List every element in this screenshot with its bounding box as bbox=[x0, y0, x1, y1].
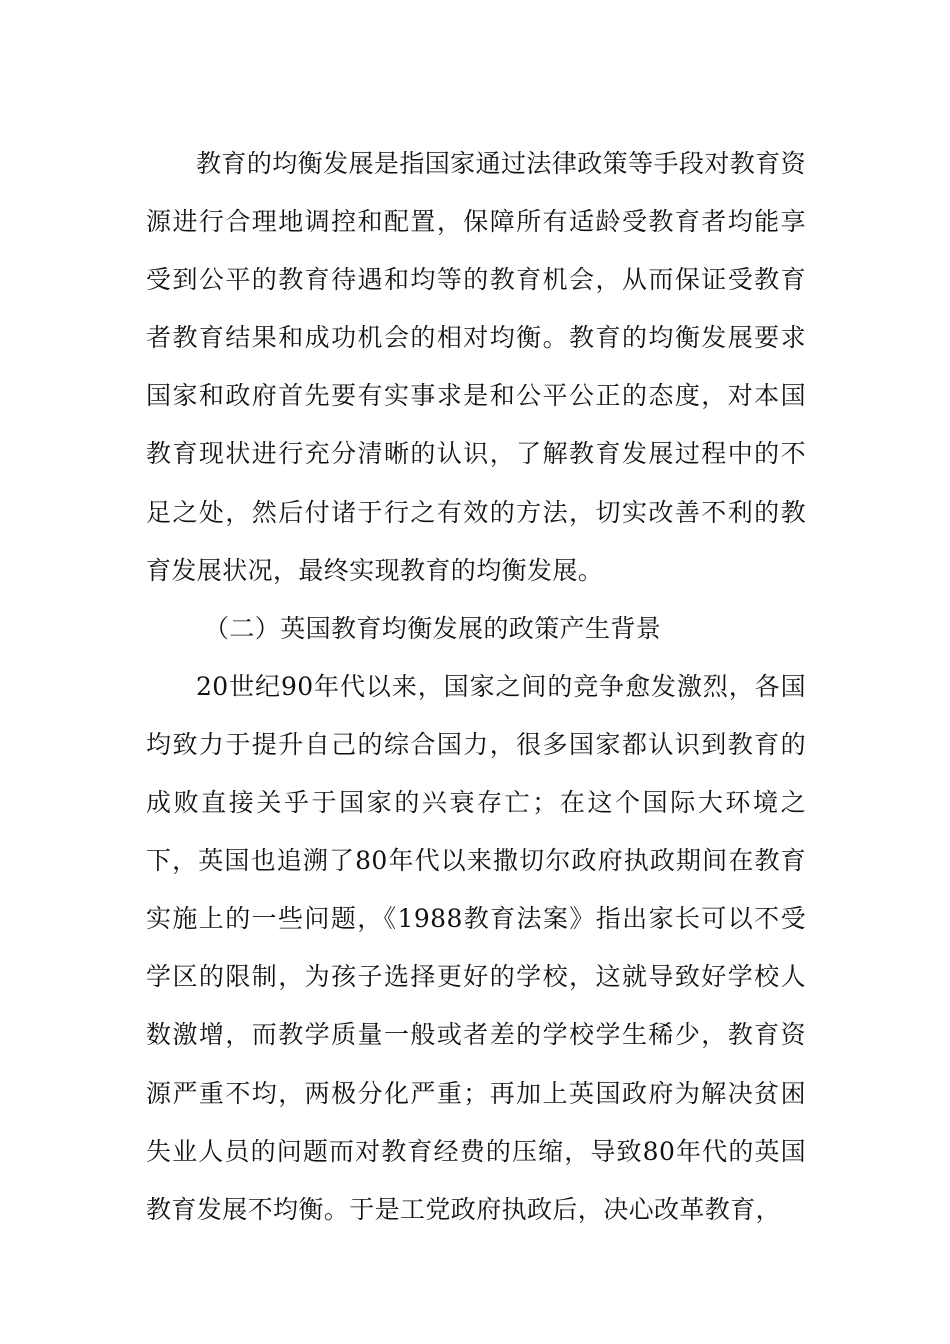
section-heading-policy-background: （二）英国教育均衡发展的政策产生背景 bbox=[204, 613, 662, 643]
paragraph-policy-background: 20世纪90年代以来，国家之间的竞争愈发激烈，各国均致力于提升自己的综合国力，很多国家都认识到教育的成败直接关乎于国家的兴衰存亡；在这个国际大环境之下，英国也追溯了80年代以来撒切尔政府执政期间在教育实施上的一些问题，《1988教育法案》指出家长可以不受学区的限制，为孩子选择更好的学校，这就导致好学校人数激增，而教学质量一般或者差的学校学生稀少，教育资源严重不均，两极分化严重；再加上英国政府为解决贫困失业人员的问题而对教育经费的压缩，导致80年代的英国教育发展不均衡。于是工党政府执政后，决心改革教育， bbox=[146, 671, 806, 1224]
document-body bbox=[146, 135, 806, 1239]
paragraph-balanced-development-definition: 教育的均衡发展是指国家通过法律政策等手段对教育资源进行合理地调控和配置，保障所有适龄受教育者均能享受到公平的教育待遇和均等的教育机会，从而保证受教育者教育结果和成功机会的相对均衡。教育的均衡发展要求国家和政府首先要有实事求是和公平公正的态度，对本国教育现状进行充分清晰的认识，了解教育发展过程中的不足之处，然后付诸于行之有效的方法，切实改善不利的教育发展状况，最终实现教育的均衡发展。 bbox=[146, 149, 806, 585]
